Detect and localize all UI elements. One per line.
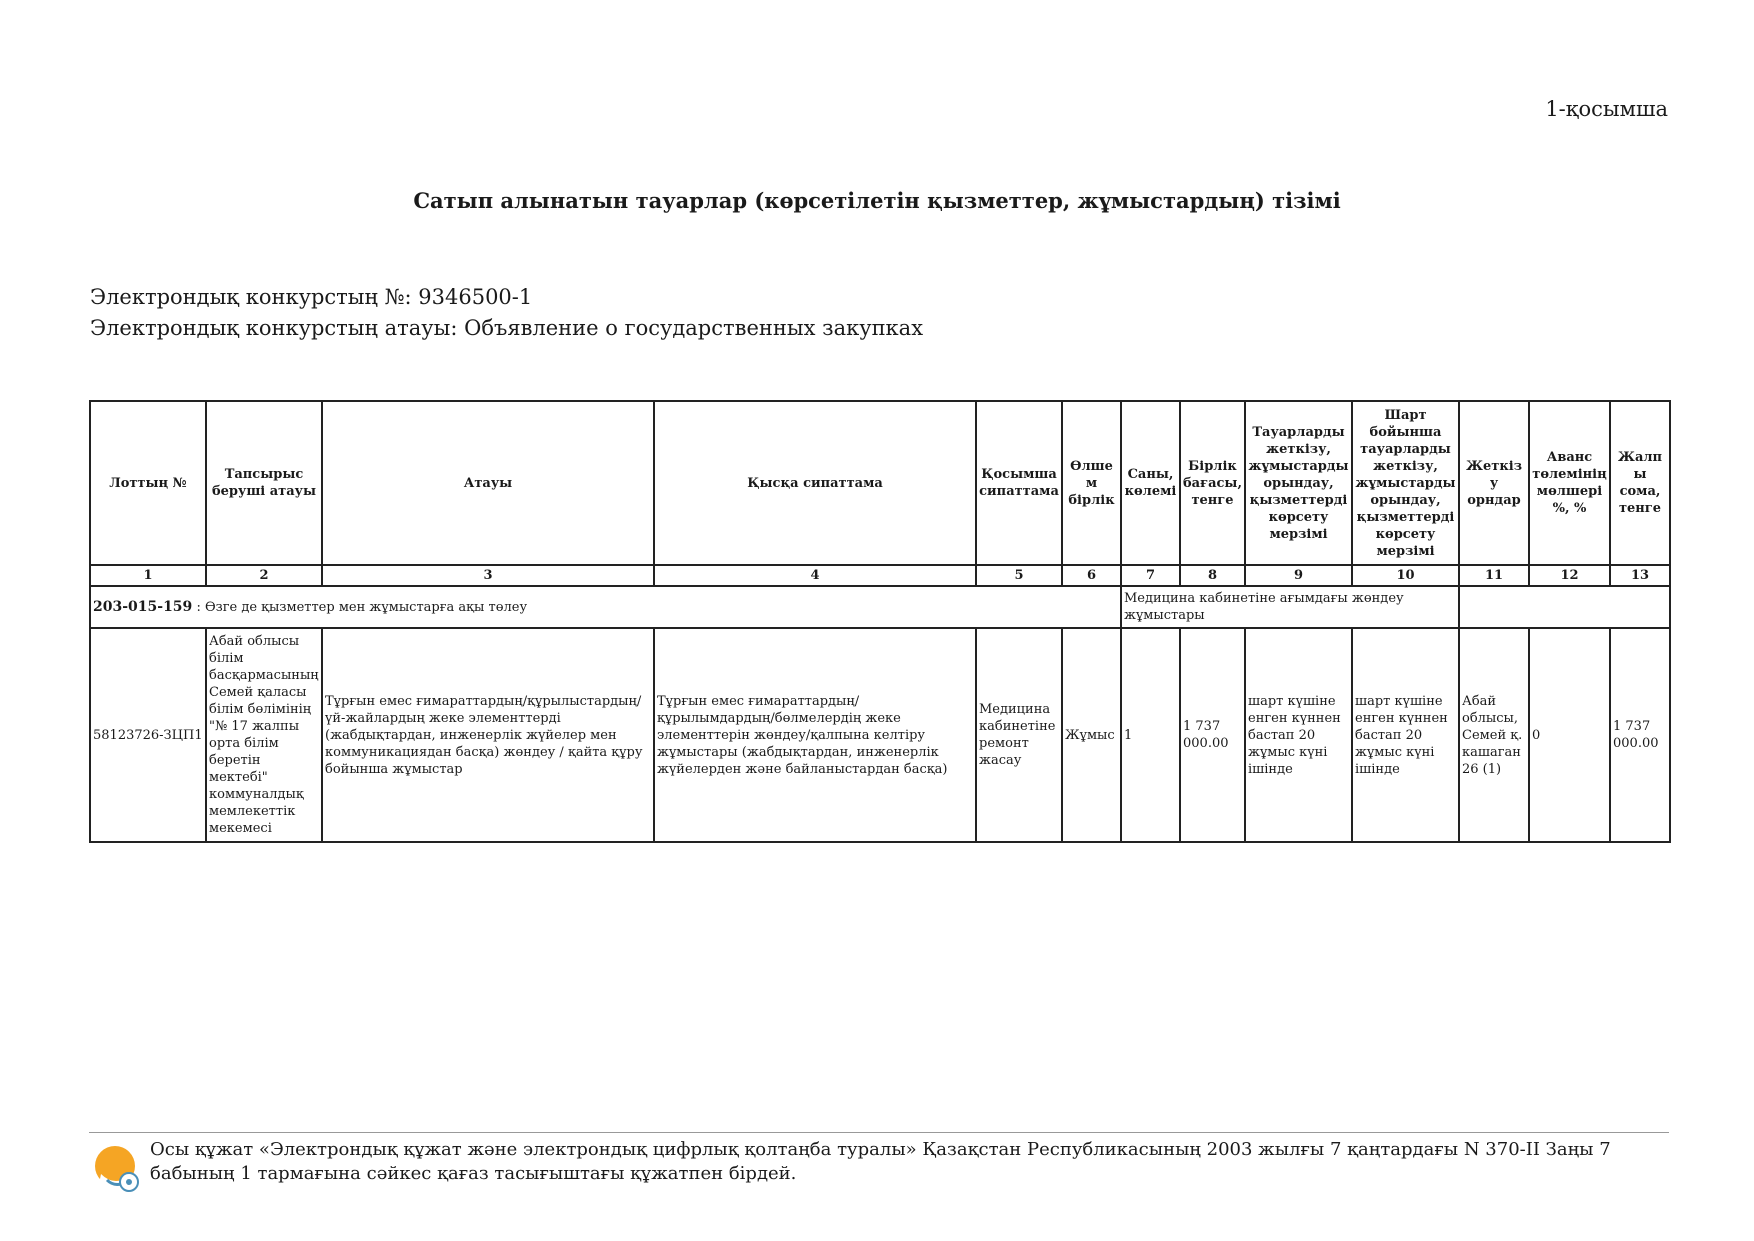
annex-label: 1-қосымша [1545, 97, 1668, 121]
cell-place: Абай облысы, Семей қ. кашаган 26 (1) [1459, 628, 1529, 842]
category-row [90, 586, 1670, 628]
column-number: 6 [1062, 565, 1121, 586]
table-header-row [90, 401, 1670, 565]
header-total: Жалпы сома, тенге [1610, 401, 1670, 565]
header-name: Атауы [322, 401, 654, 565]
category-cell [90, 586, 1121, 628]
cell-customer: Абай облысы білім басқармасының Семей қаласы білім бөлімінің "№ 17 жалпы орта білім беретін мектебі" коммуналдық мемлекеттік мекемесі [206, 628, 322, 842]
column-number: 4 [654, 565, 976, 586]
column-number: 5 [976, 565, 1062, 586]
footer-text: Осы құжат «Электрондық құжат және электрондық цифрлық қолтаңба туралы» Қазақстан Республикасының 2003 жылғы 7 қаңтардағы N 370-II Заңы 7 бабының 1 тармағына сәйкес қағаз тасығыштағы құжатпен бірдей. [150, 1139, 1611, 1184]
column-number: 13 [1610, 565, 1670, 586]
column-number: 2 [206, 565, 322, 586]
column-number: 10 [1352, 565, 1459, 586]
cell-unit: Жұмыс [1062, 628, 1121, 842]
header-lot-no: Лоттың № [90, 401, 206, 565]
cell-unit-price: 1 737 000.00 [1180, 628, 1245, 842]
category-work: Медицина кабинетіне ағымдағы жөндеу жұмыстары [1121, 586, 1459, 628]
cell-total: 1 737 000.00 [1610, 628, 1670, 842]
contest-name-row [90, 313, 923, 344]
column-number: 8 [1180, 565, 1245, 586]
column-number: 12 [1529, 565, 1610, 586]
column-number: 7 [1121, 565, 1180, 586]
cell-name: Тұрғын емес ғимараттардың/құрылыстардың/үй-жайлардың жеке элементтерді (жабдықтардан, инженерлік жүйелер мен коммуникациядан басқа) жөндеу / қайта құру бойынша жұмыстар [322, 628, 654, 842]
contest-number-row [90, 282, 923, 313]
header-unit: Өлшем бірлік [1062, 401, 1121, 565]
cell-extra-desc: Медицина кабинетіне ремонт жасау [976, 628, 1062, 842]
contest-name-value: Объявление о государственных закупках [464, 316, 924, 340]
header-short-desc: Қысқа сипаттама [654, 401, 976, 565]
lots-table [89, 400, 1671, 843]
header-unit-price: Бірлік бағасы, тенге [1180, 401, 1245, 565]
category-code: 203-015-159 [93, 598, 193, 615]
column-number-row [90, 565, 1670, 586]
column-number: 11 [1459, 565, 1529, 586]
cell-lot-no: 58123726-ЗЦП1 [90, 628, 206, 842]
contest-number-label: Электрондық конкурстың №: [90, 285, 412, 309]
cell-qty: 1 [1121, 628, 1180, 842]
cell-contract-term: шарт күшіне енген күннен бастап 20 жұмыс күні ішінде [1352, 628, 1459, 842]
table-row [90, 628, 1670, 842]
page-title: Сатып алынатын тауарлар (көрсетілетін қызметтер, жұмыстардың) тізімі [413, 188, 1341, 213]
cell-delivery-term: шарт күшіне енген күннен бастап 20 жұмыс күні ішінде [1245, 628, 1352, 842]
column-number: 9 [1245, 565, 1352, 586]
column-number: 3 [322, 565, 654, 586]
header-advance: Аванс төлемінің мөлшері %, % [1529, 401, 1610, 565]
category-empty [1459, 586, 1670, 628]
cell-advance: 0 [1529, 628, 1610, 842]
contest-name-label: Электрондық конкурстың атауы: [90, 316, 458, 340]
footer-divider [89, 1132, 1669, 1133]
header-extra-desc: Қосымша сипаттама [976, 401, 1062, 565]
header-qty: Саны, көлемі [1121, 401, 1180, 565]
contest-meta [90, 282, 923, 344]
header-place: Жеткізу орндар [1459, 401, 1529, 565]
footer [89, 1138, 1669, 1194]
column-number: 1 [90, 565, 206, 586]
cell-short-desc: Тұрғын емес ғимараттардың/құрылымдардың/бөлмелердің жеке элементтерін жөндеу/қалпына келтіру жұмыстары (жабдықтардан, инженерлік жүйелерден және байланыстардан басқа) [654, 628, 976, 842]
header-customer: Тапсырыс беруші атауы [206, 401, 322, 565]
category-description: : Өзге де қызметтер мен жұмыстарға ақы төлеу [196, 599, 528, 615]
contest-number-value: 9346500-1 [418, 285, 533, 309]
header-contract-term: Шарт бойынша тауарларды жеткізу, жұмыстарды орындау, қызметтерді көрсету мерзімі [1352, 401, 1459, 565]
header-delivery-term: Тауарларды жеткізу, жұмыстарды орындау, қызметтерді көрсету мерзімі [1245, 401, 1352, 565]
egov-logo-icon [93, 1144, 141, 1192]
